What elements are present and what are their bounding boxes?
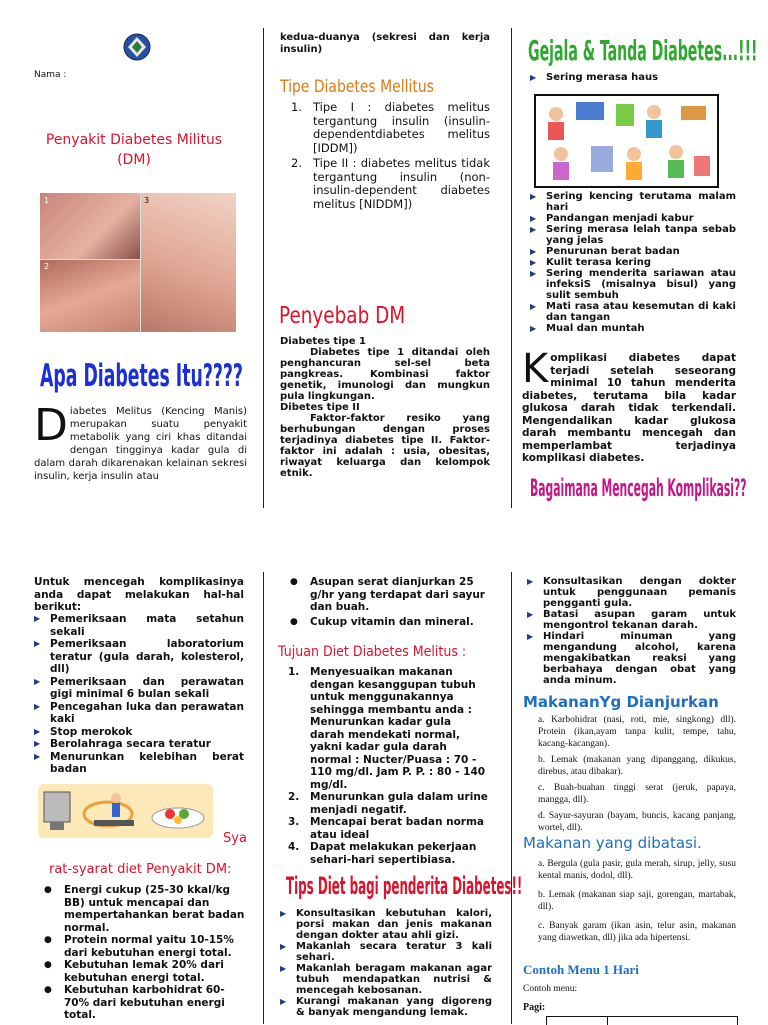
list-item: ● Protein normal yaitu 10-15% dari kebutuhan energi total. [34,934,247,959]
nama-label: Nama : [34,70,67,80]
list-item: ▶ Pemeriksaan laboratorium teratur (gula darah, kolesterol, dll) [34,638,244,676]
column-divider [263,28,264,508]
school-logo [122,32,152,62]
heading-apa-diabetes: Apa Diabetes Itu???? [40,358,243,394]
list-item: b. Lemak (makanan siap saji, gorengan, martabak, dll). [538,890,736,912]
column-divider [263,572,264,1024]
cegah-intro: Untuk mencegah komplikasinya anda dapat melakukan hal-hal berikut: [34,576,244,613]
list-item: ▶ Batasi asupan garam untuk mengontrol tekanan darah. [527,609,736,631]
list-item: ● Asupan serat dianjurkan 25 g/hr yang terdapat dari sayur dan buah. [280,576,490,614]
list-item: ▶ Mual dan muntah [530,323,736,334]
list-item: 2. Menurunkan gula dalam urine menjadi negatif. [288,791,488,816]
list-item: ▶ Sering menderita sariawan atau infeksiS (misalnya bisul) yang sulit sembuh [530,268,736,301]
heading-tipe-dm: Tipe Diabetes Mellitus [280,77,434,97]
list-item: ▶ Sering merasa haus [530,72,740,83]
list-item: ▶ Pencegahan luka dan perawatan kaki [34,701,244,726]
list-item: c. Buah-buahan tinggi serat (jeruk, papaya, mangga, dll). [538,783,736,805]
heading-tips-diet: Tips Diet bagi penderita Diabetes!! [286,872,523,900]
dropcap: K [522,346,549,392]
syarat-heading-part2: rat-syarat diet Penyakit DM: [49,862,232,877]
gejala-list [530,191,736,334]
list-item: 3. Mencapai berat badan norma atau ideal [288,816,485,841]
tipe-list [283,101,490,211]
list-item: ● Kebutuhan karbohidrat 60-70% dari kebutuhan energi total. [34,984,247,1022]
list-item: ▶ Konsultasikan kebutuhan kalori, porsi makan dan jenis makanan dengan dokter atau ahli gizi. [280,908,492,941]
column-divider [511,28,512,508]
syarat-list [34,884,247,1022]
tujuan-list [280,666,488,866]
gejala-first [530,72,740,83]
list-item: 1. Tipe I : diabetes melitus tergantung insulin (insulin-dependentdiabetes melitus [IDDM]) [291,100,490,155]
list-item: ● Cukup vitamin dan mineral. [280,616,490,629]
konsultasi-list [527,576,736,686]
list-item: ▶ Hindari minuman yang mengandung alcohol, karena mengakibatkan reaksi yang berbahaya dengan obat yang anda minum. [527,631,736,686]
list-item: ▶ Konsultasikan dengan dokter untuk penggunaan pemanis pengganti gula. [527,576,736,609]
heading-gejala: Gejala & Tanda Diabetes...!!! [528,34,758,67]
list-item: ▶ Makanlah beragam makanan agar tubuh mendapatkan nutrisi & mencegah kebosanan. [280,963,492,996]
column-divider [511,572,512,1024]
list-item: ▶ Makanlah secara teratur 3 kali sehari. [280,941,492,963]
list-item: 4. Dapat melakukan pekerjaan sehari-hari sepertibiasa. [288,841,477,866]
list-item: ● Kebutuhan lemak 20% dari kebutuhan energi total. [34,959,247,984]
apa-diabetes-paragraph: D iabetes Melitus (Kencing Manis) merupakan suatu penyakit metabolik yang ciri khas ditandai dengan tingginya kadar gula di dalam darah dikarenakan kelainan sekresi insulin, kerja insulin atau [34,400,247,482]
list-item: ▶ Pemeriksaan dan perawatan gigi minimal 6 bulan sekali [34,676,244,701]
symptoms-illustration [534,94,719,188]
list-item: c. Banyak garam (ikan asin, telur asin, makanan yang diawetkan, dll) jika ada hipertensi. [538,921,736,943]
list-item: ▶ Mati rasa atau kesemutan di kaki dan tangan [530,301,736,323]
list-item: a. Karbohidrat (nasi, roti, mie, singkong) dll). Protein (ikan,ayam tanpa kulit, tempe, tahu, kacang-kacangan). [538,715,736,749]
continued-text: kedua-duanya (sekresi dan kerja insulin) [280,32,490,55]
list-item: ▶ Kulit terasa kering [530,257,736,268]
list-item: ▶ Sering merasa lelah tanpa sebab yang jelas [530,224,736,246]
cegah-list [34,613,244,776]
list-item: d. Sayur-sayuran (bayam, buncis, kacang panjang, wortel, dll). [538,811,736,833]
list-item: 1. Menyesuaikan makanan dengan kesanggupan tubuh untuk menggunakannya sehingga membantu anda : Menurunkan kadar gula darah mendekati normal, yakni kadar gula darah normal : Nucter/Puasa : 70 - 110 mg/dl. Jam P. P. : 80 - 140 mg/dl. [288,666,486,791]
list-item: a. Bergula (gula pasir, gula merah, sirup, jelly, susu kental manis, dodol, dll). [538,859,736,881]
list-item: ▶ Stop merokok [34,726,244,739]
list-item: ▶ Sering kencing terutama malam hari [530,191,736,213]
list-item: ▶ Penurunan berat badan [530,246,736,257]
list-item: ▶ Pemeriksaan mata setahun sekali [34,613,244,638]
list-item: ▶ Berolahraga secara teratur [34,738,244,751]
exercise-illustration [38,784,213,838]
list-item: 2. Tipe II : diabetes melitus tidak tergantung insulin (non-insulin-dependent diabetes melitus [NIDDM]) [291,156,490,211]
heading-dianjurkan: MakananYg Dianjurkan [523,693,719,711]
komplikasi-paragraph: K omplikasi diabetes dapat terjadi setelah seseorang minimal 10 tahun menderita diabetes, terutama bila kadar glukosa darah tidak terkendali. Mengendalikan kadar glukosa darah membantu mencegah dan memperlambat terjadinya komplikasi diabetes. [522,346,736,464]
heading-dibatasi: Makanan yang dibatasi. [523,834,702,852]
heading-bagaimana: Bagaimana Mencegah Komplikasi?? [530,474,747,502]
tips-list [280,908,492,1018]
dibatasi-list [538,858,736,944]
list-item: ▶ Pandangan menjadi kabur [530,213,736,224]
heading-tujuan: Tujuan Diet Diabetes Melitus : [278,644,467,660]
list-item: b. Lemak (makanan yang dipanggang, dikukus, direbus, atau dibakar). [538,755,736,777]
list-item: ▶ Menurunkan kelebihan berat badan [34,751,244,776]
pagi-label: Pagi: [523,1002,546,1013]
penyebab-block: Diabetes tipe 1 Diabetes tipe 1 ditandai oleh penghancuran sel-sel beta pangkreas. Kombinasi faktor genetik, imunologi dan mungkun pula lingkungan. Dibetes tipe II Faktor-faktor resiko yang berhubungan dengan proses terjadinya diabetes tipe II. Faktor-faktor ini adalah : usia, obesitas, riwayat keluarga dan kelompok etnik. [280,336,490,479]
heading-penyebab: Penyebab DM [279,303,406,329]
diabetic-foot-photo: 1 2 3 [40,193,236,332]
syarat-heading-part1: Sya [223,831,247,846]
contoh-menu-label: Contoh menu: [523,984,578,994]
list-item: ● Energi cukup (25-30 kkal/kg BB) untuk mencapai dan mempertahankan berat badan normal. [34,884,247,934]
dianjurkan-list [538,714,736,834]
serat-list [280,576,490,628]
leaflet-title: Penyakit Diabetes Militus (DM) [45,132,223,168]
dropcap: D [34,400,68,451]
heading-contoh-menu: Contoh Menu 1 Hari [523,962,639,977]
list-item: ▶ Kurangi makanan yang digoreng & banyak mengandung lemak. [280,996,492,1018]
